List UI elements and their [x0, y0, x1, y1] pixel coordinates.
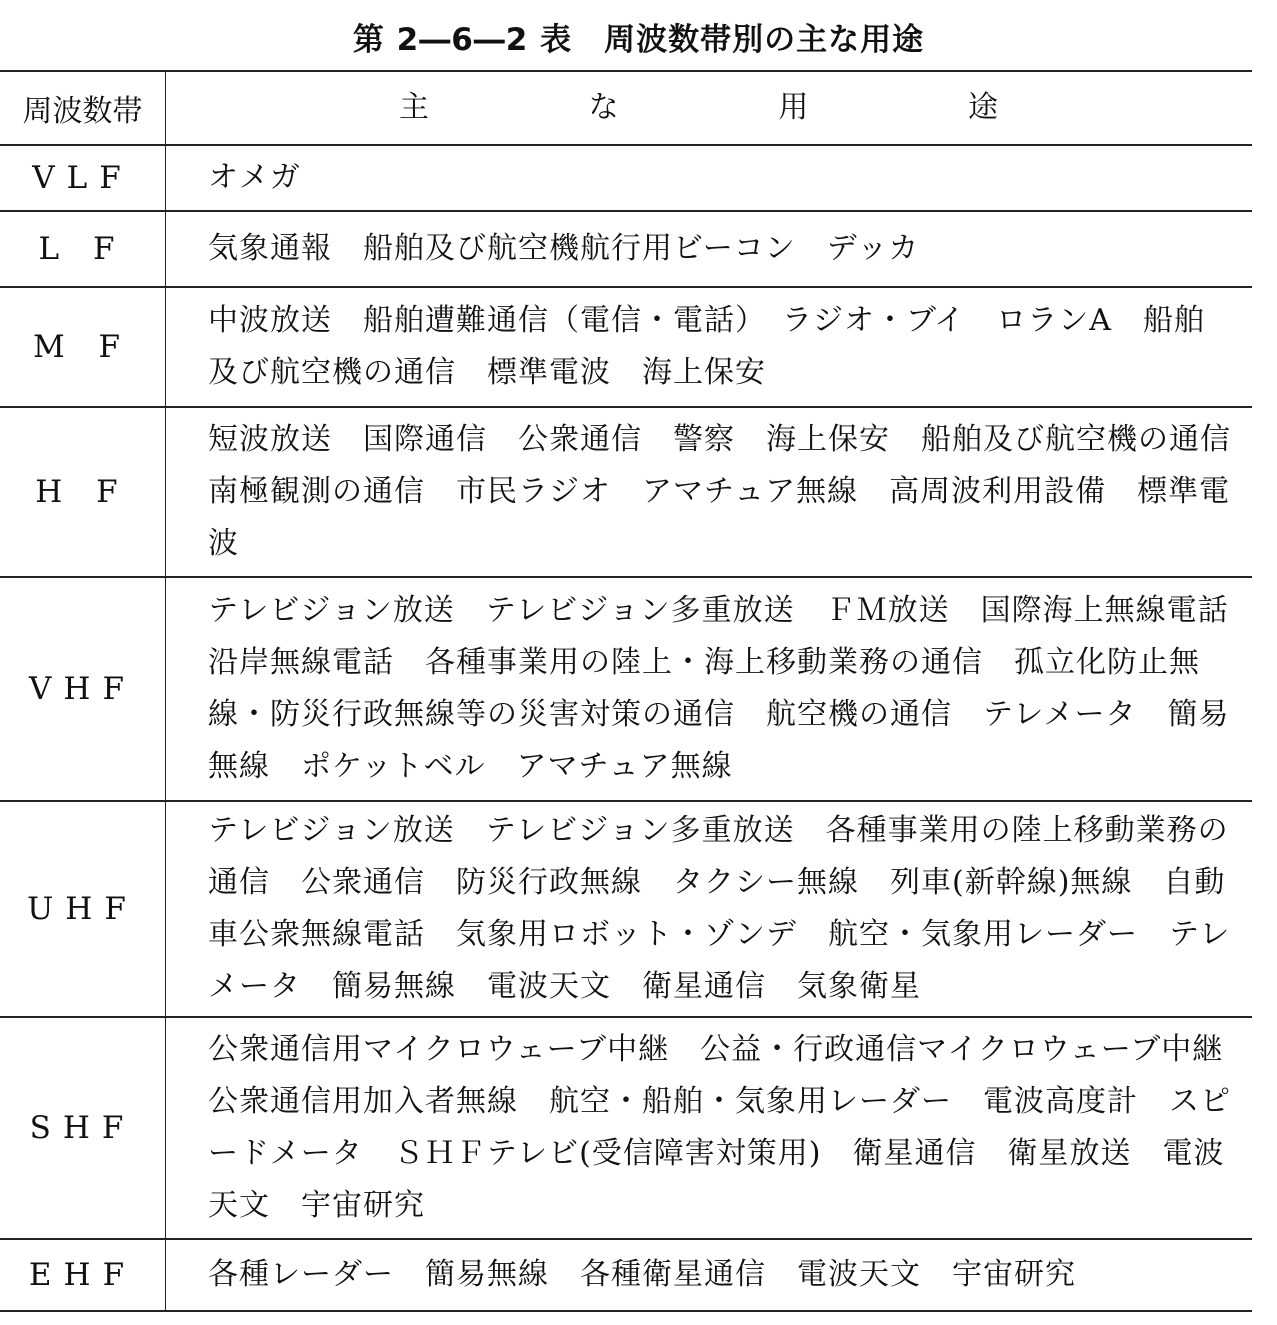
uses-cell-uhf: テレビジョン放送 テレビジョン多重放送 各種事業用の陸上移動業務の通信 公衆通信 防災行政無線 タクシー無線 列車(新幹線)無線 自動車公衆無線電話 気象用ロボット・ゾンデ 航空・気象用レーダー テレメータ 簡易無線 電波天文 衛星通信 気象衛星 [208, 813, 1231, 1004]
uses-cell-ehf: 各種レーダー 簡易無線 各種衛星通信 電波天文 宇宙研究 [208, 1257, 1076, 1292]
uses-cell-hf: 短波放送 国際通信 公衆通信 警察 海上保安 船舶及び航空機の通信 南極観測の通信 市民ラジオ アマチュア無線 高周波利用設備 標準電波 [208, 422, 1262, 561]
band-cell-hf: H F [0, 407, 166, 577]
table-row [0, 1239, 1252, 1311]
table-row [0, 1017, 1252, 1239]
table-row [0, 577, 1252, 801]
table-row [0, 211, 1252, 287]
band-cell-uhf: UHF [0, 801, 166, 1017]
uses-header-char: 用 [778, 90, 810, 125]
band-cell-mf: M F [0, 287, 166, 407]
table-header-row [0, 71, 1252, 145]
table-title: 第 2―6―2 表 周波数帯別の主な用途 [352, 22, 925, 58]
band-cell-vlf: VLF [0, 145, 166, 211]
uses-cell-vhf: テレビジョン放送 テレビジョン多重放送 ＦＭ放送 国際海上無線電話 沿岸無線電話 各種事業用の陸上・海上移動業務の通信 孤立化防止無線・防災行政無線等の災害対策の通信 航空機の通信 テレメータ 簡易無線 ポケットベル アマチュア無線 [208, 593, 1260, 784]
band-column-header: 周波数帯 [0, 71, 166, 145]
band-cell-shf: SHF [0, 1017, 166, 1239]
table-row [0, 407, 1252, 577]
table-row [0, 801, 1252, 1017]
uses-cell-lf: 気象通報 船舶及び航空機航行用ビーコン デッカ [208, 231, 920, 266]
uses-header-char: 主 [399, 90, 430, 125]
uses-cell-shf: 公衆通信用マイクロウェーブ中継 公益・行政通信マイクロウェーブ中継 公衆通信用加入者無線 航空・船舶・気象用レーダー 電波高度計 スピードメータ ＳＨＦテレビ(受信障害対策用) 衛星通信 衛星放送 電波天文 宇宙研究 [208, 1032, 1255, 1223]
uses-column-header [166, 71, 1253, 145]
uses-header-char: な [588, 90, 620, 125]
frequency-usage-table [0, 70, 1262, 1312]
uses-cell-vlf: オメガ [208, 160, 301, 195]
band-cell-vhf: VHF [0, 577, 166, 801]
band-cell-ehf: EHF [0, 1239, 166, 1311]
table-row [0, 287, 1252, 407]
uses-header-char: 途 [967, 90, 999, 125]
band-cell-lf: L F [0, 211, 166, 287]
table-row [0, 145, 1252, 211]
uses-cell-mf: 中波放送 船舶遭難通信（電信・電話） ラジオ・ブイ ロランA 船舶及び航空機の通信 標準電波 海上保安 [208, 303, 1205, 390]
